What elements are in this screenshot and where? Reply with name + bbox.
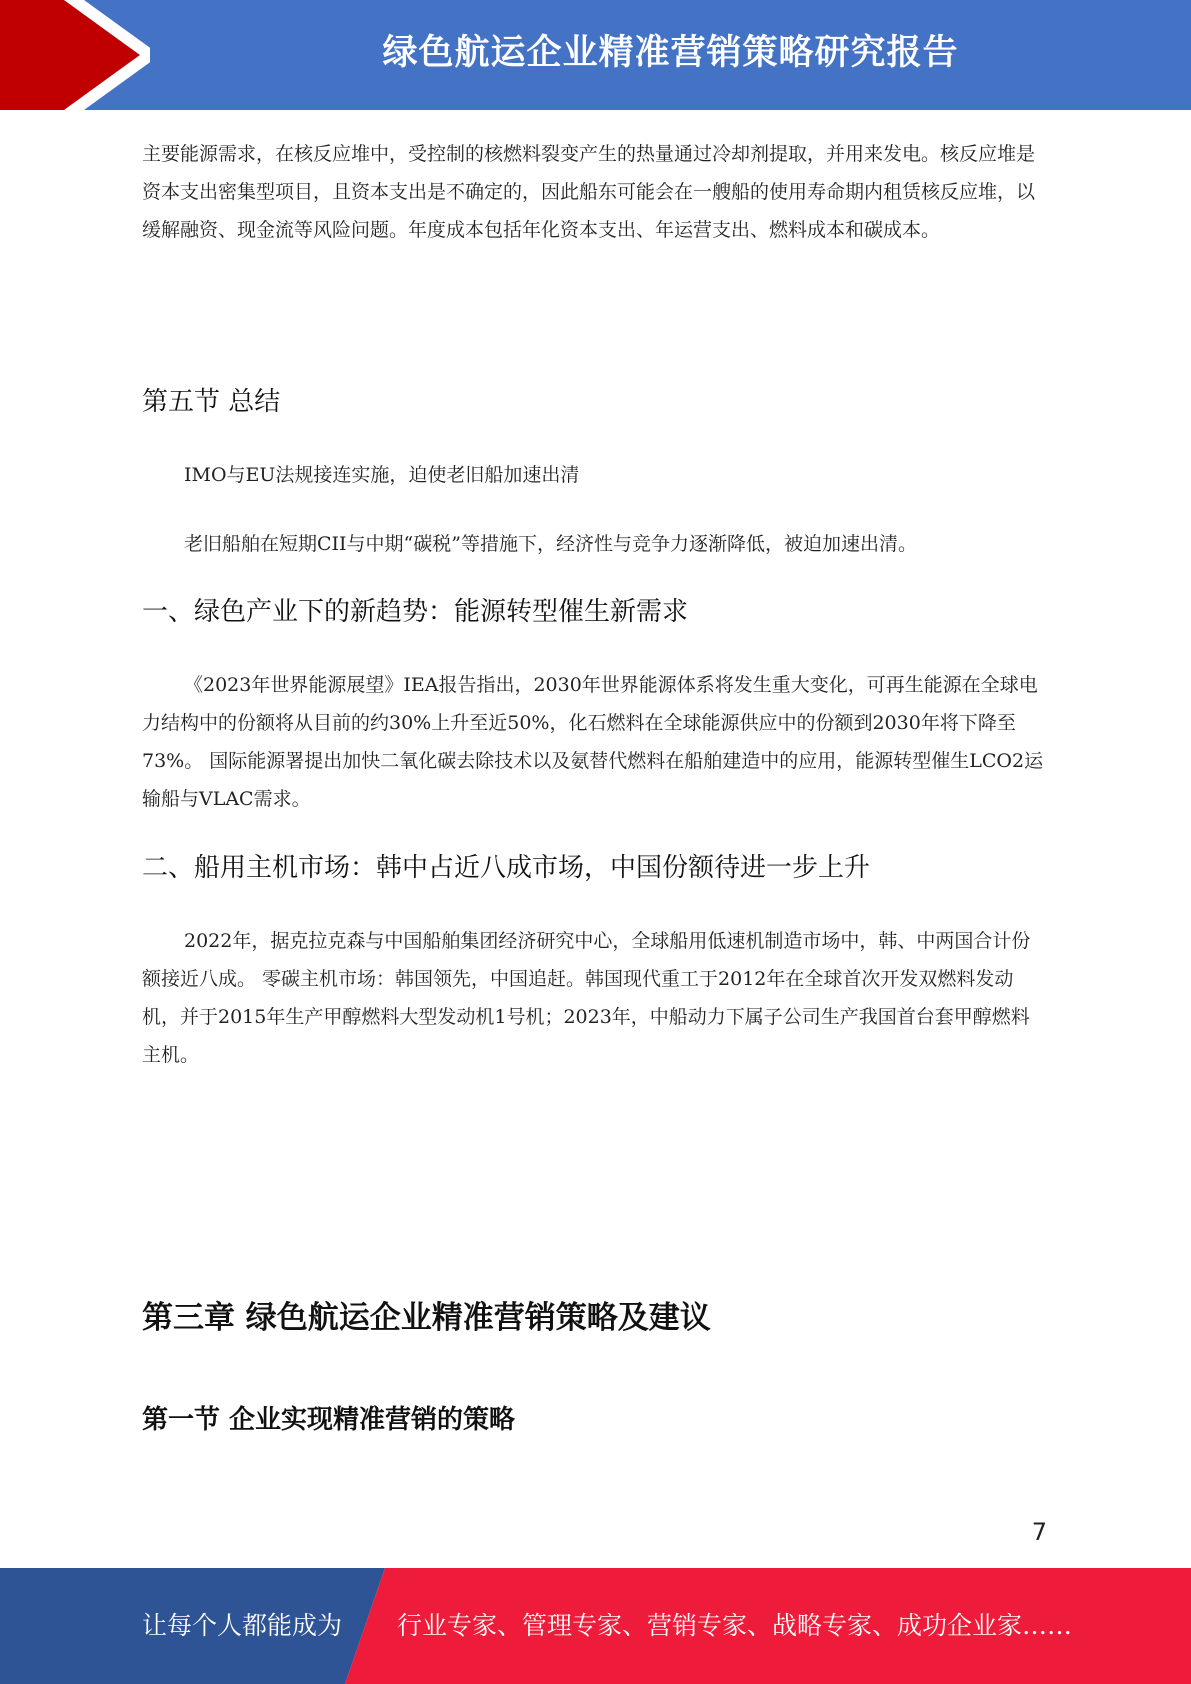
section5-body: 老旧船舶在短期CII与中期“碳税”等措施下，经济性与竞争力逐渐降低，被迫加速出清。 (184, 533, 917, 555)
header-band (0, 0, 1191, 110)
section5-title: 第五节 总结 (142, 387, 281, 417)
marine-engine-body: 2022年，据克拉克森与中国船舶集团经济研究中心，全球船用低速机制造市场中，韩、中两国合计份额接近八成。 零碳主机市场：韩国领先，中国追赶。韩国现代重工于2012年在全球首次开发双燃料发动机，并于2015年生产甲醇燃料大型发动机1号机；2023年，中船动力下属子公司生产我国首台套甲醇燃料主机。 (142, 930, 1031, 1066)
page-number: 7 (1031, 1518, 1047, 1546)
chevron-arrow-icon (0, 0, 150, 110)
heading-marine-engine: 二、船用主机市场：韩中占近八成市场，中国份额待进一步上升 (142, 853, 871, 883)
intro-paragraph: 主要能源需求，在核反应堆中，受控制的核燃料裂变产生的热量通过冷却剂提取，并用来发电。核反应堆是资本支出密集型项目，且资本支出是不确定的，因此船东可能会在一艘船的使用寿命期内租赁核反应堆，以缓解融资、现金流等风险问题。年度成本包括年化资本支出、年运营支出、燃料成本和碳成本。 (142, 143, 1036, 241)
section1-title: 第一节 企业实现精准营销的策略 (142, 1405, 516, 1435)
footer-slogan-left: 让每个人都能成为 (142, 1611, 343, 1640)
footer-slogan-right: 行业专家、管理专家、营销专家、战略专家、成功企业家…… (397, 1611, 1073, 1640)
report-title: 绿色航运企业精准营销策略研究报告 (382, 33, 959, 73)
chapter3-title: 第三章 绿色航运企业精准营销策略及建议 (142, 1300, 711, 1336)
energy-transition-body: 《2023年世界能源展望》IEA报告指出，2030年世界能源体系将发生重大变化，可再生能源在全球电力结构中的份额将从目前的约30%上升至近50%，化石燃料在全球能源供应中的份额到2030年将下降至73%。 国际能源署提出加快二氧化碳去除技术以及氨替代燃料在船舶建造中的应用，能源转型催生LCO2运输船与VLAC需求。 (142, 674, 1044, 810)
footer-band (0, 1568, 1191, 1684)
section5-subtitle: IMO与EU法规接连实施，迫使老旧船加速出清 (184, 464, 580, 486)
heading-energy-transition: 一、绿色产业下的新趋势：能源转型催生新需求 (142, 597, 689, 627)
